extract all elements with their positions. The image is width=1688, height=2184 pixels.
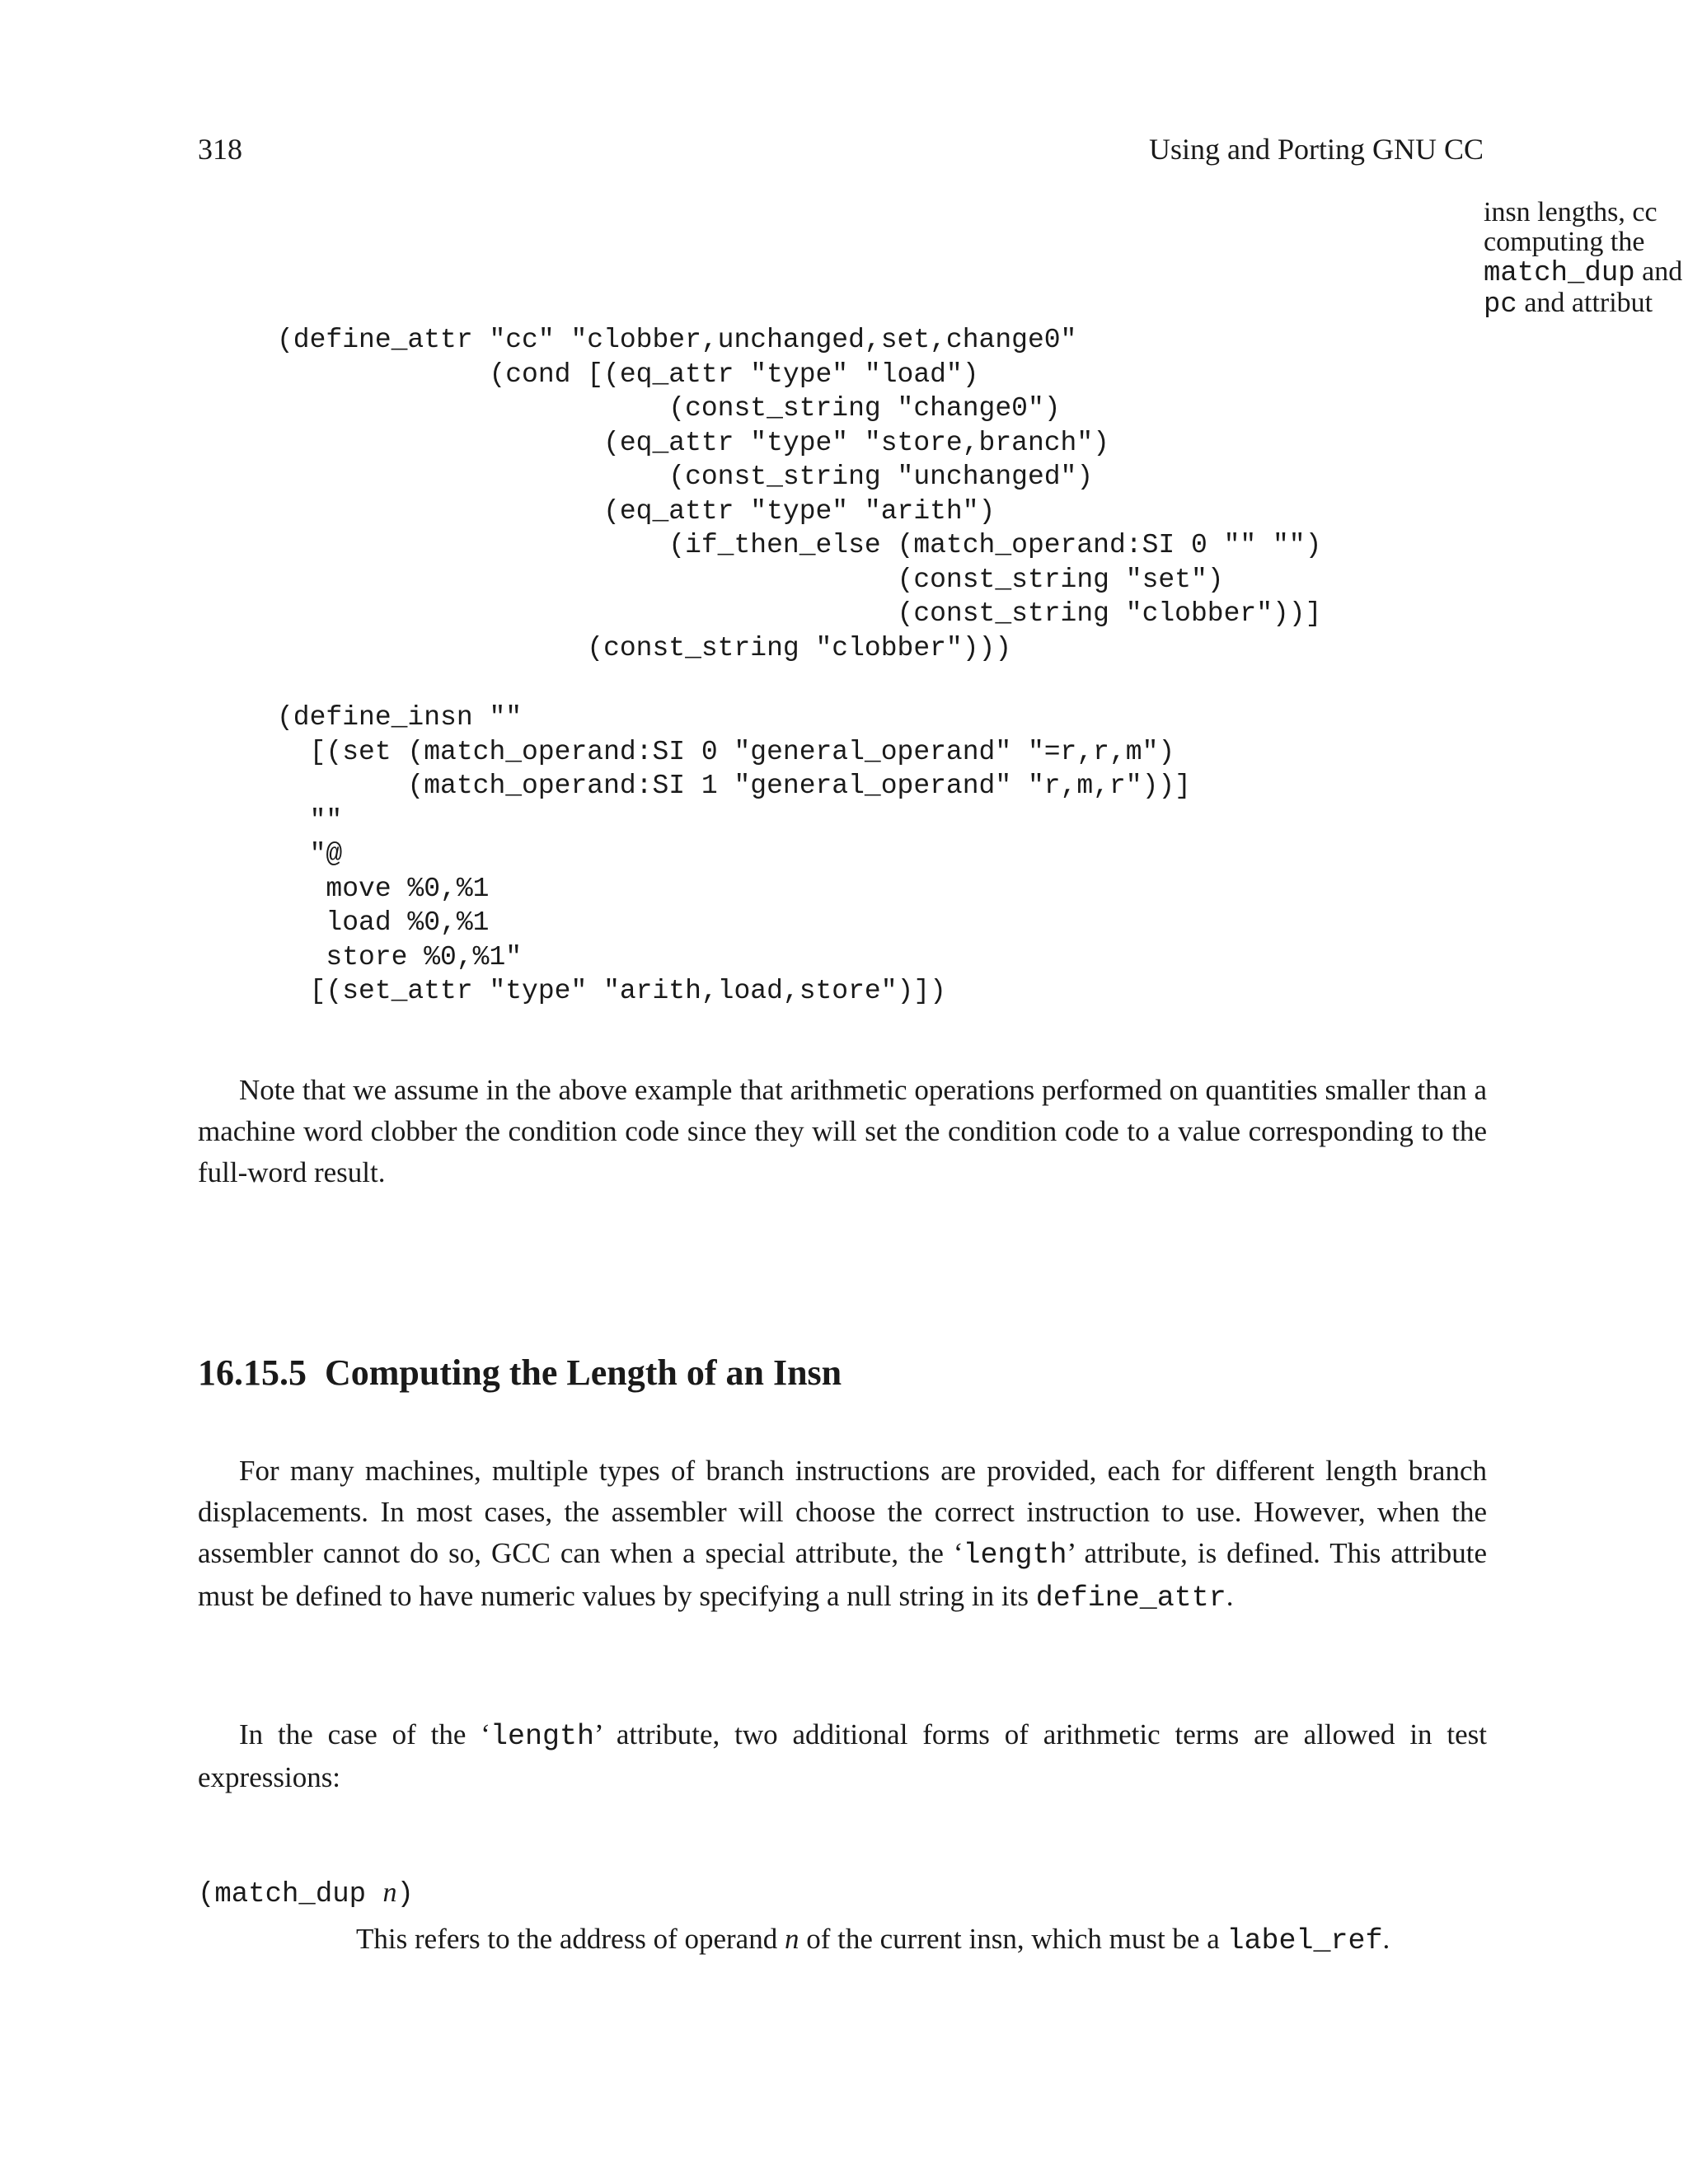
margin-text: and — [1634, 256, 1683, 287]
inline-code: define_attr — [1035, 1582, 1226, 1615]
margin-fragment — [1484, 198, 1688, 320]
margin-line: computing the — [1484, 227, 1645, 257]
text-run: In the case of the ‘ — [239, 1718, 490, 1750]
margin-code: match_dup — [1484, 258, 1635, 289]
inline-code: label_ref — [1226, 1924, 1383, 1957]
paragraph-length-intro — [198, 1451, 1487, 1619]
margin-code: pc — [1484, 289, 1517, 320]
text-run: This refers to the address of operand — [356, 1923, 785, 1955]
text-run: ’ attribute, is defined. This attribute must be defined to have numeric values by specifying a null string in its — [198, 1537, 1488, 1612]
definition-body — [356, 1919, 1487, 1961]
margin-line: insn lengths, cc — [1484, 198, 1658, 227]
section-number: 16.15.5 — [198, 1352, 307, 1393]
code-block-define-attr: (define_attr "cc" "clobber,unchanged,set,change0" (cond [(eq_attr "type" "load") (const_string "change0") (eq_attr "type" "store,branch") (const_string "unchanged") (eq_attr "type" "arith") (if_then_else (match_operand:SI 0 "" "") (const_string "set") (const_string "clobber"))] (const_string "clobber"))) — [277, 325, 1322, 663]
inline-code: (match_dup — [198, 1879, 383, 1910]
margin-line — [1484, 288, 1688, 320]
running-head: Using and Porting GNU CC — [1148, 133, 1484, 166]
inline-code: length — [490, 1720, 594, 1753]
margin-line — [1484, 257, 1688, 288]
text-run: . — [1226, 1580, 1234, 1612]
text-run: of the current insn, which must be a — [799, 1923, 1227, 1955]
text-run: For many machines, multiple types of branch instructions are provided, each for different length branch displacements. In most cases, the assembler will choose the correct instruction to use. However, when the assembler cannot do so, GCC can when a special attribute, the ‘ — [198, 1455, 1487, 1569]
section-heading — [198, 1352, 842, 1394]
variable: n — [382, 1877, 397, 1908]
page-number: 318 — [198, 133, 242, 166]
inline-code: ) — [396, 1879, 414, 1910]
section-title: Computing the Length of an Insn — [325, 1352, 842, 1393]
paragraph-note: Note that we assume in the above example that arithmetic operations performed on quantities smaller than a machine word clobber the condition code since they will set the condition code to a value corresponding to the full-word result. — [198, 1074, 1487, 1188]
variable: n — [784, 1923, 799, 1955]
inline-code: length — [963, 1539, 1067, 1572]
paragraph-length-forms — [198, 1714, 1487, 1798]
code-block-define-insn: (define_insn "" [(set (match_operand:SI 0 "general_operand" "=r,r,m") (match_operand:SI 1 "general_operand" "r,m,r"))] "" "@ move %0,%1 load %0,%1 store %0,%1" [(set_attr "type" "arith,load,store")]) — [277, 702, 1191, 1006]
text-run: . — [1382, 1923, 1390, 1955]
margin-text: and attribut — [1517, 288, 1653, 318]
definition-term — [198, 1877, 414, 1910]
text-run: ’ attribute, two additional forms of arithmetic terms are allowed in test expressions: — [198, 1718, 1487, 1793]
